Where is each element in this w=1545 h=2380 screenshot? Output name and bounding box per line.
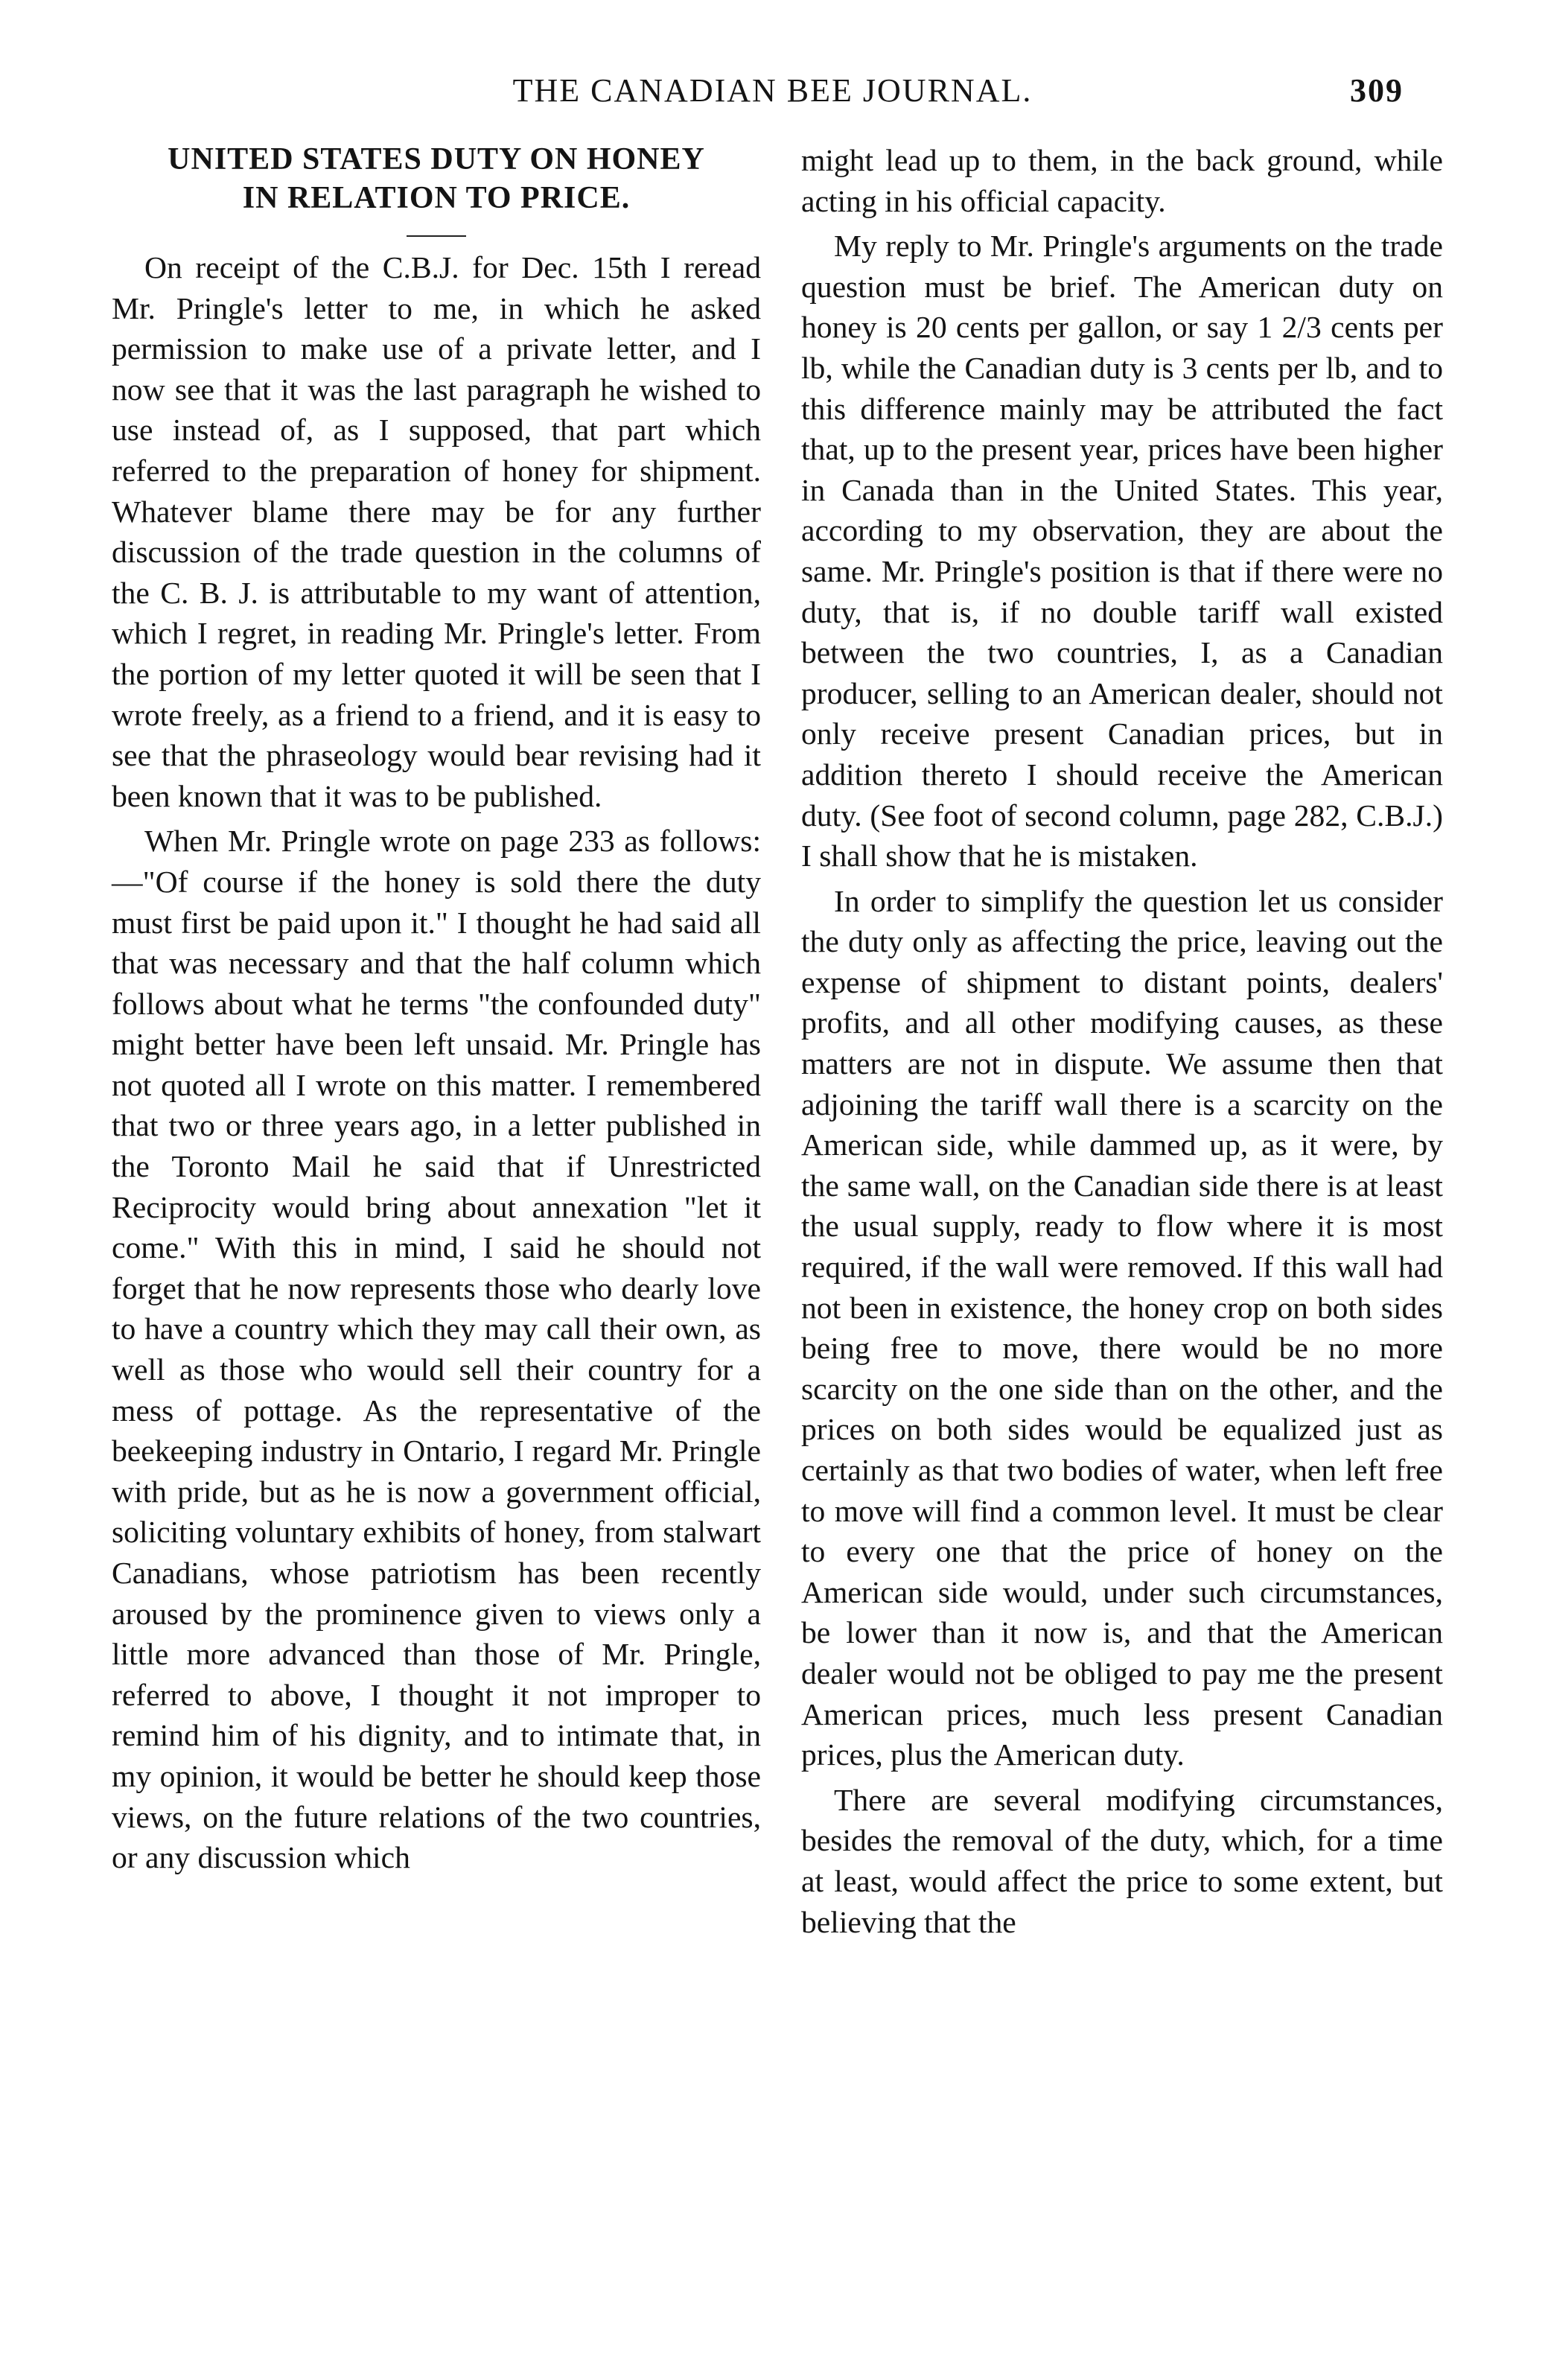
paragraph: When Mr. Pringle wrote on page 233 as follows:—"Of course if the honey is sold there the duty must first be paid upon it." I thought he had said all that was necessary and that the half column which follows about what he terms "the confounded duty" might better have been left unsaid. Mr. Pringle has not quoted all I wrote on this matter. I remembered that two or three years ago, in a letter published in the Toronto Mail he said that if Unrestricted Reciprocity would bring about annexation "let it come." With this in mind, I said he should not forget that he now represents those who dearly love to have a country which they may call their own, as well as those who would sell their country for a mess of pottage. As the representative of the beekeeping industry in Ontario, I regard Mr. Pringle with pride, but as he is now a government official, soliciting voluntary exhibits of honey, from stalwart Canadians, whose patriotism has been recently aroused by the prominence given to views only a little more advanced than those of Mr. Pringle, referred to above, I thought it not improper to remind him of his dignity, and to intimate that, in my opinion, it would be better he should keep those views, on the future relations of the two countries, or any discussion which [112,824,761,1875]
title-rule [407,235,466,237]
left-column [112,140,761,1883]
running-header [0,71,1545,116]
page-number: 309 [1350,72,1404,109]
paragraph: There are several modifying circumstances, besides the removal of the duty, which, for a time at least, would affect the price to some extent, but believing that the [801,1782,1443,1939]
article-title-line-1: UNITED STATES DUTY ON HONEY [168,142,705,176]
article-title [112,140,761,217]
paragraph: My reply to Mr. Pringle's arguments on the trade question must be brief. The American duty on honey is 20 cents per gallon, or say 1 2/3 cents per lb, while the Canadian duty is 3 cents per lb, and to this difference mainly may be attributed the fact that, up to the present year, prices have been higher in Canada than in the United States. This year, according to my observation, they are about the same. Mr. Pringle's position is that if there were no duty, that is, if no double tariff wall existed between the two countries, I, as a Canadian producer, selling to an American dealer, should not only receive present Canadian prices, but in addition thereto I should receive the American duty. (See foot of second column, page 282, C.B.J.) I shall show that he is mistaken. [801,229,1443,874]
right-column [801,140,1443,1947]
paragraph-continued: might lead up to them, in the back ground, while acting in his official capacity. [801,143,1443,218]
journal-title: THE CANADIAN BEE JOURNAL. [512,72,1033,109]
article-title-line-2: IN RELATION TO PRICE. [242,181,631,215]
paragraph: On receipt of the C.B.J. for Dec. 15th I reread Mr. Pringle's letter to me, in which he asked permission to make use of a private letter, and I now see that it was the last paragraph he wished to use instead of, as I supposed, that part which referred to the preparation of honey for shipment. Whatever blame there may be for any further discussion of the trade question in the columns of the C. B. J. is attributable to my want of attention, which I regret, in reading Mr. Pringle's letter. From the portion of my letter quoted it will be seen that I wrote freely, as a friend to a friend, and it is easy to see that the phraseology would bear revising had it been known that it was to be published. [112,250,761,813]
paragraph: In order to simplify the question let us consider the duty only as affecting the price, leaving out the expense of shipment to distant points, dealers' profits, and all other modifying causes, as these matters are not in dispute. We assume then that adjoining the tariff wall there is a scarcity on the American side, while dammed up, as it were, by the same wall, on the Canadian side there is at least the usual supply, ready to flow where it is most required, if the wall were removed. If this wall had not been in existence, the honey crop on both sides being free to move, there would be no more scarcity on the one side than on the other, and the prices on both sides would be equalized just as certainly as that two bodies of water, when left free to move will find a common level. It must be clear to every one that the price of honey on the American side would, under such circumstances, be lower than it now is, and that the American dealer would not be obliged to pay me the present American prices, much less present Canadian prices, plus the American duty. [801,883,1443,1772]
